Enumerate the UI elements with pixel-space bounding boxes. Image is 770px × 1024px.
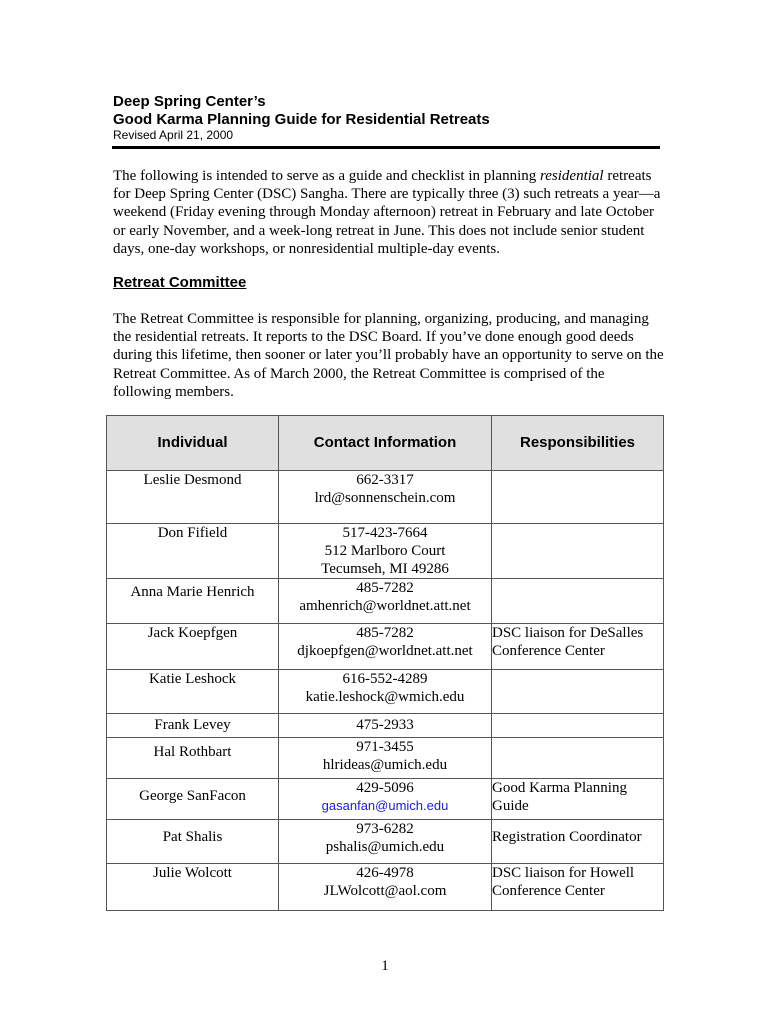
table-row bbox=[107, 670, 664, 714]
committee-table bbox=[106, 415, 664, 911]
member-name: Katie Leshock bbox=[107, 670, 279, 714]
table-header-row bbox=[107, 416, 664, 471]
member-contact bbox=[279, 714, 492, 738]
member-contact bbox=[279, 579, 492, 624]
member-name: Julie Wolcott bbox=[107, 864, 279, 911]
member-contact bbox=[279, 820, 492, 864]
member-responsibility: Good Karma Planning Guide bbox=[492, 779, 664, 820]
member-responsibility: DSC liaison for DeSalles Conference Center bbox=[492, 624, 664, 670]
member-email: amhenrich@worldnet.att.net bbox=[299, 598, 471, 614]
member-email: JLWolcott@aol.com bbox=[323, 883, 447, 899]
member-name: Hal Rothbart bbox=[107, 738, 279, 779]
member-phone: 485-7282 bbox=[356, 580, 414, 596]
intro-text-before: The following is intended to serve as a guide and checklist in planning bbox=[113, 168, 540, 184]
member-responsibility bbox=[492, 471, 664, 524]
table-row bbox=[107, 471, 664, 524]
member-contact bbox=[279, 738, 492, 779]
table-row bbox=[107, 820, 664, 864]
member-responsibility: Registration Coordinator bbox=[492, 820, 664, 864]
column-header-individual: Individual bbox=[107, 416, 279, 471]
table-row bbox=[107, 714, 664, 738]
member-name: Jack Koepfgen bbox=[107, 624, 279, 670]
member-phone: 973-6282 bbox=[356, 821, 414, 837]
member-contact bbox=[279, 524, 492, 579]
intro-paragraph bbox=[113, 167, 665, 258]
member-phone: 429-5096 bbox=[356, 780, 414, 796]
column-header-contact: Contact Information bbox=[279, 416, 492, 471]
intro-emphasis: residential bbox=[539, 168, 604, 184]
intro-text-after: retreats for Deep Spring Center (DSC) Sangha. There are typically three (3) such retreats a year—a weekend (Friday evening through Monday afternoon) retreat in February and late October or early November, and a week-long retreat in June. This does not include senior student days, one-day workshops, or nonresidential multiple-day events. bbox=[113, 168, 661, 257]
column-header-responsibilities: Responsibilities bbox=[492, 416, 664, 471]
member-responsibility: DSC liaison for Howell Conference Center bbox=[492, 864, 664, 911]
member-address-street: 512 Marlboro Court bbox=[324, 543, 446, 559]
committee-paragraph: The Retreat Committee is responsible for planning, organizing, producing, and managing the residential retreats. It reports to the DSC Board. If you’ve done enough good deeds during this lifetime, then sooner or later you’ll probably have an opportunity to serve on the Retreat Committee. As of March 2000, the Retreat Committee is comprised of the following members. bbox=[113, 311, 664, 400]
member-phone: 662-3317 bbox=[356, 472, 414, 488]
table-row bbox=[107, 524, 664, 579]
member-name: Frank Levey bbox=[107, 714, 279, 738]
member-contact bbox=[279, 471, 492, 524]
member-email: katie.leshock@wmich.edu bbox=[305, 689, 465, 705]
table-row bbox=[107, 779, 664, 820]
title-rule bbox=[112, 146, 660, 149]
table-row bbox=[107, 624, 664, 670]
member-contact bbox=[279, 624, 492, 670]
member-phone: 426-4978 bbox=[356, 865, 414, 881]
member-address-city: Tecumseh, MI 49286 bbox=[321, 561, 449, 577]
member-phone: 616-552-4289 bbox=[342, 671, 428, 687]
member-name: Pat Shalis bbox=[107, 820, 279, 864]
member-phone: 971-3455 bbox=[356, 739, 414, 755]
member-responsibility bbox=[492, 738, 664, 779]
table-row bbox=[107, 738, 664, 779]
member-name: Anna Marie Henrich bbox=[107, 579, 279, 624]
member-name: Don Fifield bbox=[107, 524, 279, 579]
section-heading: Retreat Committee bbox=[113, 274, 247, 291]
member-contact bbox=[279, 864, 492, 911]
member-email-link[interactable]: gasanfan@umich.edu bbox=[321, 798, 449, 813]
member-responsibility bbox=[492, 714, 664, 738]
page-number: 1 bbox=[381, 958, 389, 974]
member-phone: 517-423-7664 bbox=[342, 525, 428, 541]
member-email: djkoepfgen@worldnet.att.net bbox=[297, 643, 473, 659]
member-responsibility bbox=[492, 579, 664, 624]
table-row bbox=[107, 579, 664, 624]
member-responsibility bbox=[492, 670, 664, 714]
member-email: lrd@sonnenschein.com bbox=[314, 490, 456, 506]
member-phone: 475-2933 bbox=[356, 717, 414, 733]
revision-date: Revised April 21, 2000 bbox=[113, 128, 234, 142]
member-contact bbox=[279, 779, 492, 820]
member-phone: 485-7282 bbox=[356, 625, 414, 641]
document-title: Good Karma Planning Guide for Residential Retreats bbox=[113, 111, 490, 128]
member-email: hlrideas@umich.edu bbox=[322, 757, 448, 773]
member-responsibility bbox=[492, 524, 664, 579]
org-title: Deep Spring Center’s bbox=[113, 93, 266, 110]
table-row bbox=[107, 864, 664, 911]
member-email: pshalis@umich.edu bbox=[325, 839, 445, 855]
member-name: Leslie Desmond bbox=[107, 471, 279, 524]
member-contact bbox=[279, 670, 492, 714]
member-name: George SanFacon bbox=[107, 779, 279, 820]
